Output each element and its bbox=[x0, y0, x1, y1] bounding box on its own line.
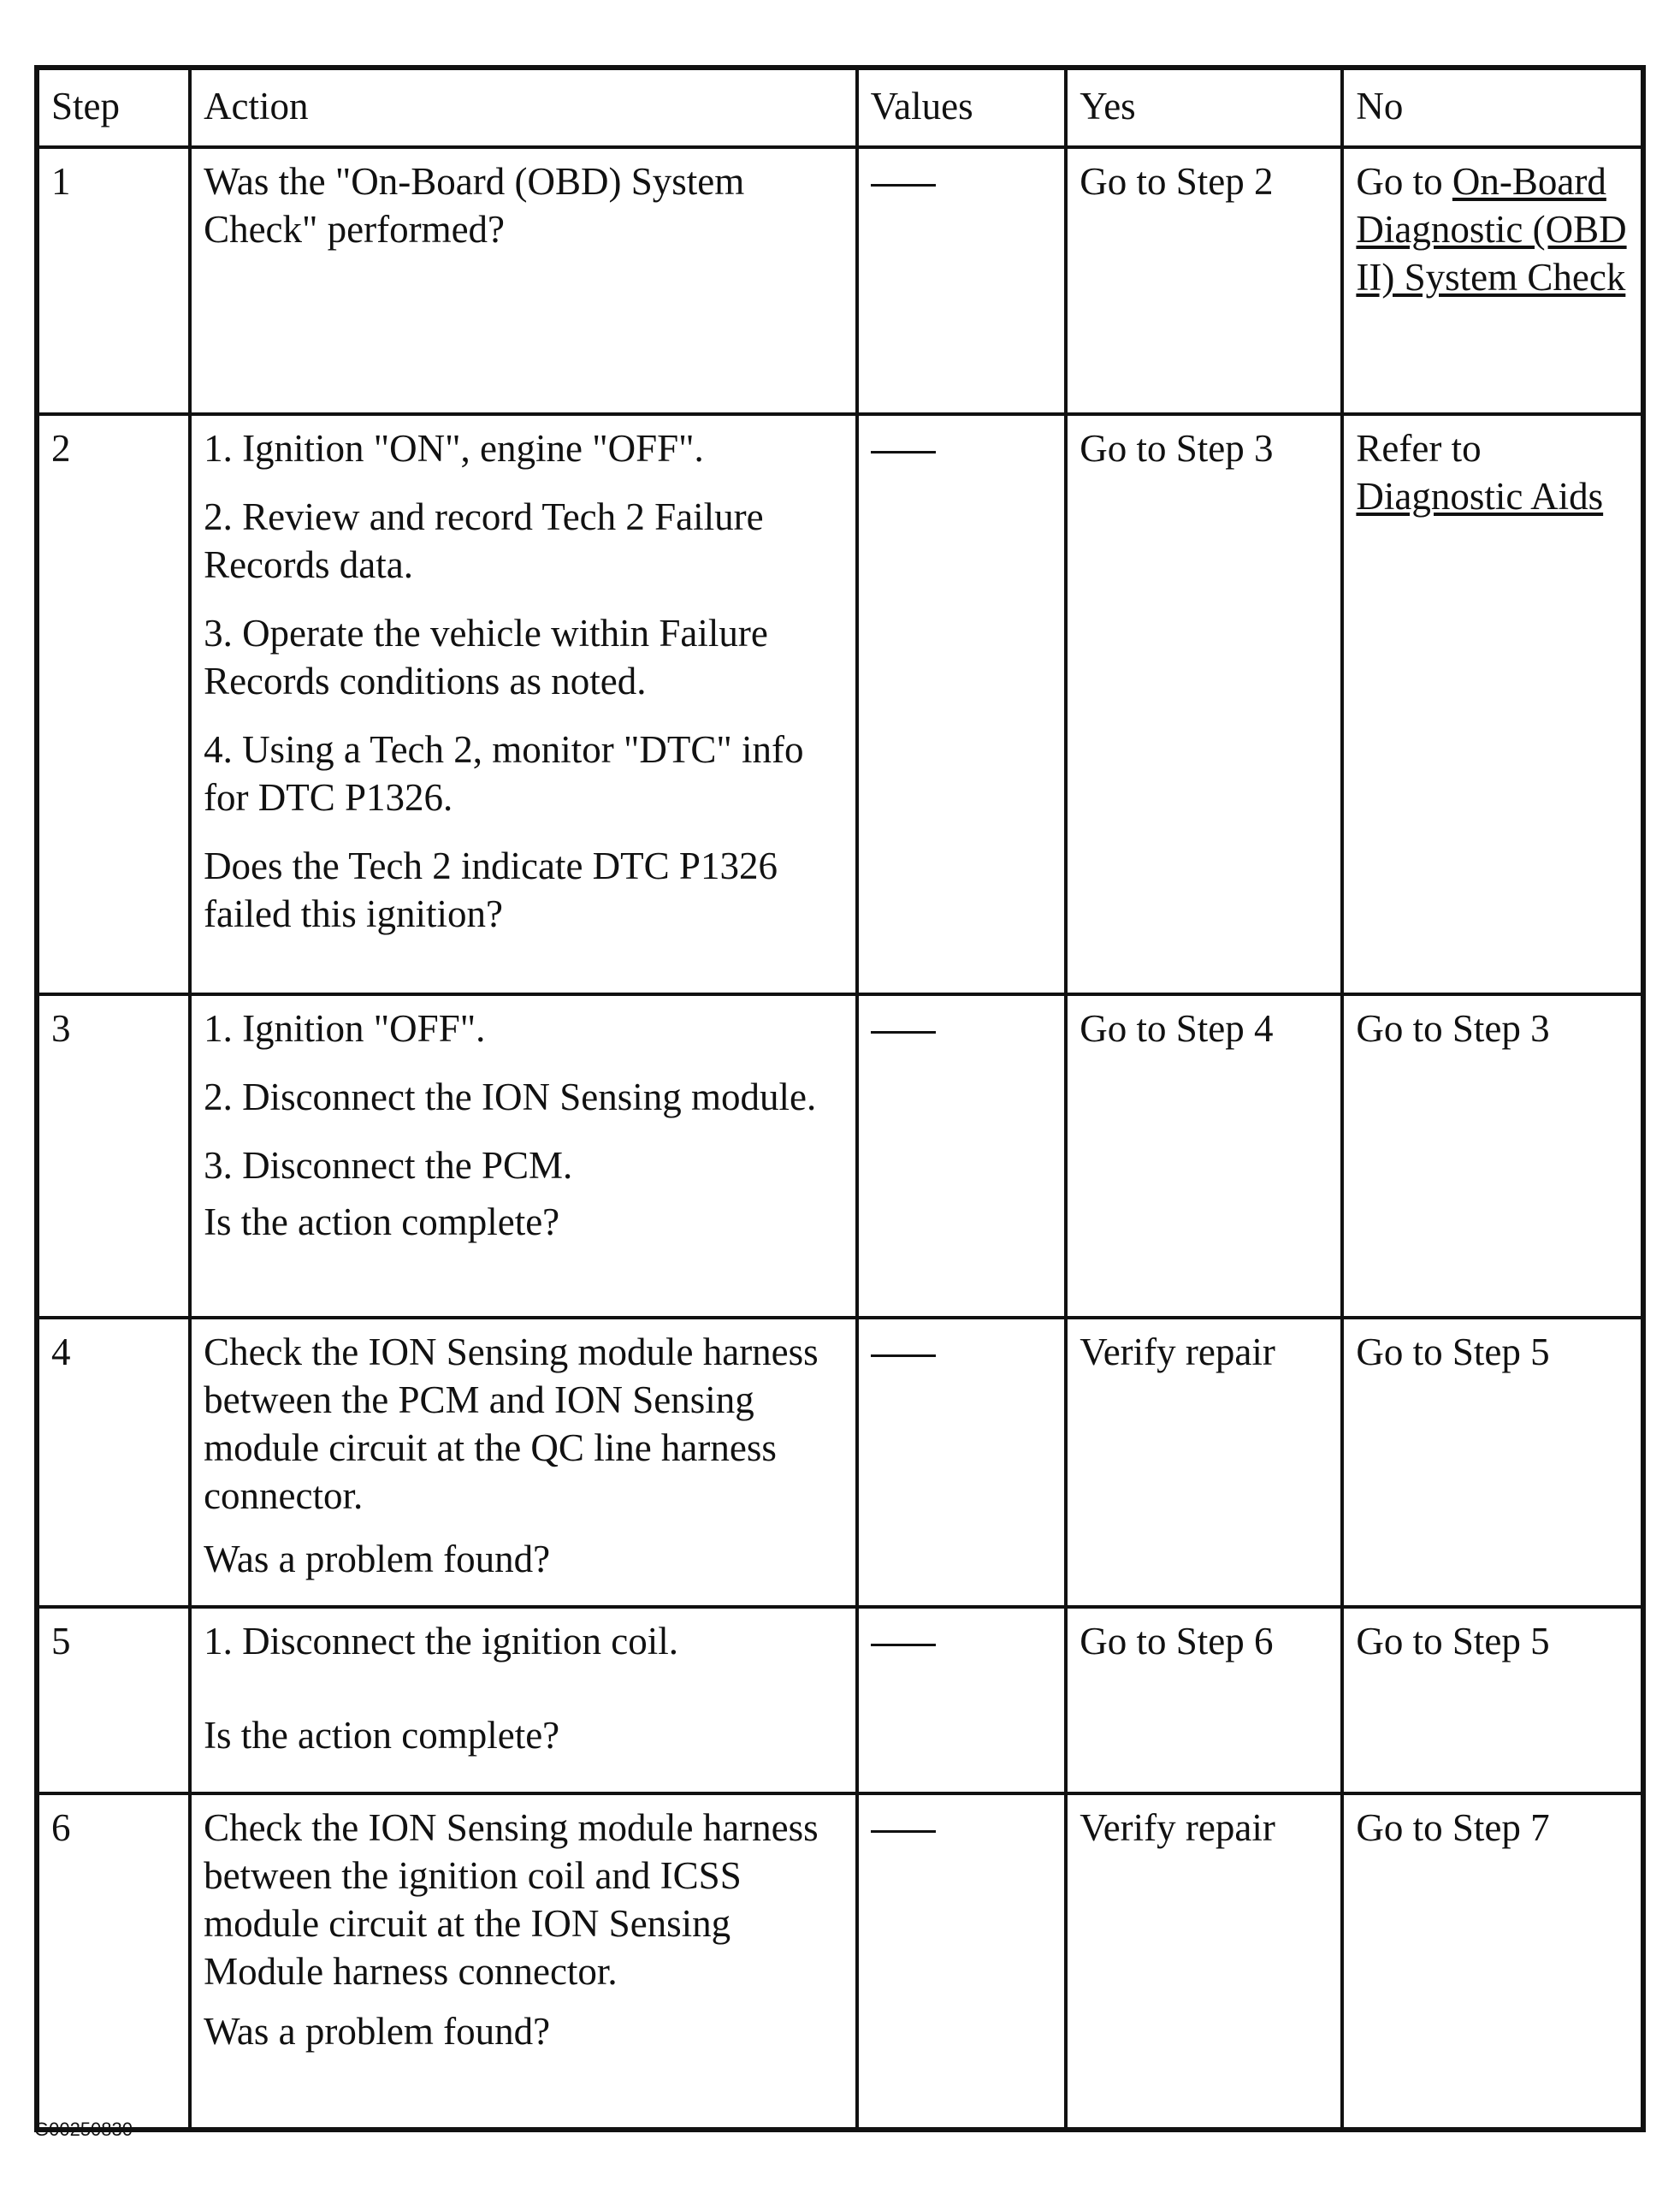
action-question: Was a problem found? bbox=[204, 2010, 551, 2053]
action-cell bbox=[190, 147, 857, 414]
yes-cell: Verify repair bbox=[1066, 1318, 1342, 1607]
step-number: 6 bbox=[37, 1793, 190, 2130]
diagnostic-aids-link[interactable]: Diagnostic Aids bbox=[1356, 475, 1604, 518]
action-text: 1. Ignition "ON", engine "OFF". bbox=[204, 427, 704, 470]
obd-system-check-link[interactable]: On-Board Diagnostic (OBD II) System Check bbox=[1356, 160, 1627, 299]
yes-cell: Go to Step 2 bbox=[1066, 147, 1342, 414]
step-number: 1 bbox=[37, 147, 190, 414]
no-cell: Go to Step 7 bbox=[1342, 1793, 1643, 2130]
yes-cell: Go to Step 4 bbox=[1066, 994, 1342, 1318]
figure-id: G00250830 bbox=[34, 2119, 133, 2140]
step-number: 5 bbox=[37, 1607, 190, 1793]
header-no: No bbox=[1342, 68, 1643, 147]
action-cell bbox=[190, 1607, 857, 1793]
empty-value-dash bbox=[871, 451, 936, 453]
action-text: 1. Disconnect the ignition coil. bbox=[204, 1620, 678, 1663]
action-text: Check the ION Sensing module harness between the ignition coil and ICSS module circuit at the ION Sensing Module harness connector. bbox=[204, 1806, 819, 1993]
no-prefix-text: Refer to bbox=[1356, 427, 1482, 470]
header-values: Values bbox=[857, 68, 1067, 147]
step-number: 2 bbox=[37, 414, 190, 994]
yes-cell: Go to Step 3 bbox=[1066, 414, 1342, 994]
no-cell: Go to Step 3 bbox=[1342, 994, 1643, 1318]
no-prefix-text: Go to bbox=[1356, 160, 1452, 203]
no-cell: Go to Step 5 bbox=[1342, 1318, 1643, 1607]
table-row bbox=[37, 1793, 1643, 2130]
table-row bbox=[37, 147, 1643, 414]
header-row bbox=[37, 68, 1643, 147]
action-text: 2. Review and record Tech 2 Failure Records data. bbox=[204, 495, 764, 586]
action-text: 2. Disconnect the ION Sensing module. bbox=[204, 1076, 817, 1118]
empty-value-dash bbox=[871, 1644, 936, 1646]
action-text: Check the ION Sensing module harness between the PCM and ION Sensing module circuit at the QC line harness connector. bbox=[204, 1331, 819, 1517]
no-cell bbox=[1342, 147, 1643, 414]
step-number: 3 bbox=[37, 994, 190, 1318]
no-cell: Go to Step 5 bbox=[1342, 1607, 1643, 1793]
action-cell bbox=[190, 414, 857, 994]
empty-value-dash bbox=[871, 184, 936, 187]
action-text: Was the "On-Board (OBD) System Check" performed? bbox=[204, 160, 745, 251]
empty-value-dash bbox=[871, 1354, 936, 1357]
step-number: 4 bbox=[37, 1318, 190, 1607]
table-row bbox=[37, 1607, 1643, 1793]
diagnostic-table-container bbox=[34, 65, 1646, 2132]
table-row bbox=[37, 414, 1643, 994]
action-question: Is the action complete? bbox=[204, 1200, 560, 1243]
table-row bbox=[37, 994, 1643, 1318]
values-cell bbox=[857, 1793, 1067, 2130]
action-text: 1. Ignition "OFF". bbox=[204, 1007, 486, 1050]
yes-cell: Go to Step 6 bbox=[1066, 1607, 1342, 1793]
action-cell bbox=[190, 1318, 857, 1607]
action-question: Is the action complete? bbox=[204, 1714, 560, 1757]
empty-value-dash bbox=[871, 1031, 936, 1034]
table-row bbox=[37, 1318, 1643, 1607]
diagnostic-table bbox=[34, 65, 1646, 2132]
header-action: Action bbox=[190, 68, 857, 147]
empty-value-dash bbox=[871, 1830, 936, 1833]
values-cell bbox=[857, 1318, 1067, 1607]
action-cell bbox=[190, 1793, 857, 2130]
action-question: Was a problem found? bbox=[204, 1538, 551, 1580]
values-cell bbox=[857, 994, 1067, 1318]
action-text: 4. Using a Tech 2, monitor "DTC" info for DTC P1326. bbox=[204, 728, 804, 819]
yes-cell: Verify repair bbox=[1066, 1793, 1342, 2130]
action-question: Does the Tech 2 indicate DTC P1326 failed this ignition? bbox=[204, 845, 778, 935]
action-text: 3. Operate the vehicle within Failure Records conditions as noted. bbox=[204, 612, 768, 702]
values-cell bbox=[857, 414, 1067, 994]
action-text: 3. Disconnect the PCM. bbox=[204, 1144, 573, 1187]
header-yes: Yes bbox=[1066, 68, 1342, 147]
no-cell bbox=[1342, 414, 1643, 994]
action-cell bbox=[190, 994, 857, 1318]
values-cell bbox=[857, 147, 1067, 414]
header-step: Step bbox=[37, 68, 190, 147]
values-cell bbox=[857, 1607, 1067, 1793]
